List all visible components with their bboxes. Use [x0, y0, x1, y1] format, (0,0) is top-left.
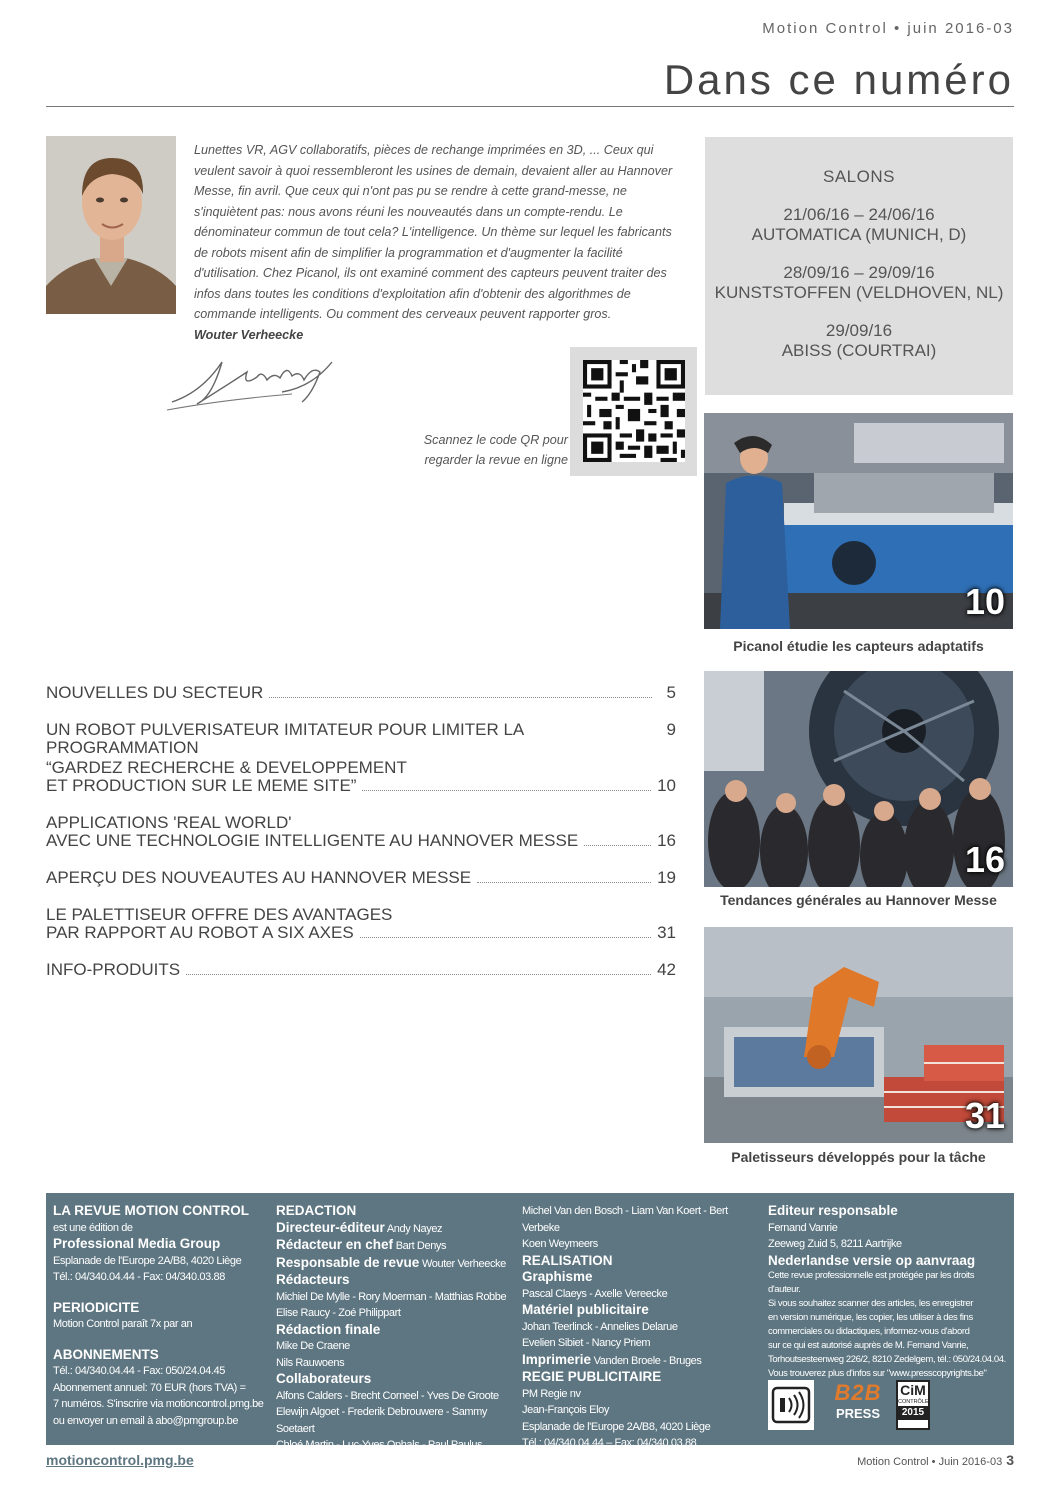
colophon-line: Motion Control paraît 7x par an	[53, 1318, 193, 1330]
colophon-role: Rédaction finale	[276, 1321, 381, 1337]
colophon-line: Mike De Craene	[276, 1340, 350, 1352]
colophon-line: Elewijn Algoet - Frederik Debrouwere - Sammy Soetaert	[276, 1406, 488, 1435]
colophon-line: Zeeweg Zuid 5, 8211 Aartrijke	[768, 1238, 902, 1250]
toc-entry[interactable]	[46, 759, 676, 795]
qr-code[interactable]	[570, 347, 697, 476]
b2b-press-logo	[826, 1380, 890, 1430]
cim-logo	[896, 1380, 930, 1430]
feature-caption: Paletisseurs développés pour la tâche	[731, 1149, 986, 1165]
colophon-role: Directeur-éditeur	[276, 1219, 385, 1235]
toc-entry[interactable]	[46, 961, 676, 979]
salon-dates: 29/09/16	[825, 321, 893, 340]
colophon-heading: REDACTION	[276, 1203, 357, 1218]
toc-page: 9	[666, 720, 676, 739]
toc-page: 10	[657, 776, 676, 795]
colophon-line: Professional Media Group	[53, 1236, 221, 1251]
running-head: Motion Control • juin 2016-03	[762, 20, 1014, 37]
colophon-line: PM Regie nv	[522, 1387, 581, 1400]
qr-caption	[380, 430, 568, 470]
feature-page-number: 31	[964, 1095, 1005, 1136]
colophon-line: Elise Raucy - Zoé Philippart	[276, 1307, 401, 1319]
feature-page-number: 10	[964, 581, 1005, 622]
page-number: 3	[1006, 1452, 1014, 1468]
colophon-legal-line: Si vous souhaitez scanner des articles, les enregistrer	[768, 1298, 974, 1309]
colophon-line: Fernand Vanrie	[768, 1221, 838, 1234]
colophon-line: est une édition de	[53, 1221, 133, 1234]
salons-box	[705, 137, 1013, 395]
toc-entry[interactable]	[46, 684, 676, 702]
editorial-author: Wouter Verheecke	[194, 327, 304, 342]
colophon-line: Jean-François Eloy	[522, 1404, 609, 1416]
colophon-legal-line: Vous trouverez plus d'infos sur "www.presscopyrights.be"	[768, 1368, 987, 1379]
colophon-line: ou envoyer un email à abo@pmgroup.be	[53, 1414, 239, 1427]
toc-entry[interactable]	[46, 906, 676, 942]
salon-event-3	[705, 321, 1013, 361]
toc-title: UN ROBOT PULVERISATEUR IMITATEUR POUR LIMITER LA PROGRAMMATION	[46, 720, 524, 757]
toc-title-line-2: AVEC UNE TECHNOLOGIE INTELLIGENTE AU HANNOVER MESSE	[46, 831, 579, 850]
colophon-col-production	[522, 1203, 762, 1452]
running-foot-text: Motion Control • Juin 2016-03	[857, 1456, 1003, 1468]
colophon-line: Tél.: 04/340.04.44 – Fax: 04/340.03.88	[522, 1437, 697, 1449]
running-foot	[857, 1452, 1014, 1468]
salons-title: SALONS	[823, 167, 895, 186]
toc-page: 16	[657, 831, 676, 850]
colophon-role: Collaborateurs	[276, 1371, 372, 1386]
feature-caption: Picanol étudie les capteurs adaptatifs	[733, 638, 984, 654]
colophon-col-editorial	[276, 1203, 516, 1454]
editorial-body: Lunettes VR, AGV collaboratifs, pièces de rechange imprimées en 3D, ... Ceux qui veulent savoir à quoi ressembleront les usines de demain, devaient aller au Hannover Messe, fin avril. Que ceux qui n'ont pas pu se rendre à cette grand-messe, ne s'inquiètent pas: nous avons réuni les nouveautés dans un compte-rendu. Le dénominateur commun de tout cela? L'intelligence. Un thème sur lequel les fabricants de robots misent afin de simplifier la programmation et d'augmenter la facilité d'utilisation. Chez Picanol, ils ont examiné comment des capteurs peuvent traiter des infos dans toutes les conditions d'exploitation afin d'obtenir des algorithmes de commande intelligents. Ou comment des cerveaux peuvent rapporter gros.	[194, 143, 673, 321]
colophon-heading: ABONNEMENTS	[53, 1346, 159, 1362]
colophon-line: Tél.: 04/340.04.44 - Fax: 050/24.04.45	[53, 1365, 225, 1377]
salon-name: ABISS (COURTRAI)	[781, 341, 937, 360]
cim-logo-year: 2015	[898, 1406, 928, 1420]
toc-page: 42	[657, 960, 676, 979]
colophon-heading: Editeur responsable	[768, 1203, 898, 1218]
colophon-line: Bart Denys	[393, 1240, 447, 1252]
cim-logo-mark: CiM	[900, 1382, 926, 1398]
colophon-line: Abonnement annuel: 70 EUR (hors TVA) =	[53, 1381, 246, 1394]
feature-image-hannover[interactable]	[704, 671, 1013, 887]
colophon-line: Tél.: 04/340.04.44 - Fax: 04/340.03.88	[53, 1271, 225, 1283]
colophon-heading: Nederlandse versie op aanvraag	[768, 1252, 976, 1268]
colophon-heading: LA REVUE MOTION CONTROL	[53, 1203, 249, 1218]
colophon-heading: REGIE PUBLICITAIRE	[522, 1369, 662, 1384]
toc-page: 5	[666, 683, 676, 702]
salon-name: AUTOMATICA (MUNICH, D)	[751, 225, 967, 244]
feature-image-palletiser[interactable]	[704, 927, 1013, 1143]
website-link[interactable]: motioncontrol.pmg.be	[46, 1452, 194, 1468]
colophon-line: Nils Rauwoens	[276, 1356, 345, 1369]
toc-title: APPLICATIONS 'REAL WORLD'	[46, 813, 292, 832]
signature-icon	[162, 342, 342, 422]
salon-dates: 28/09/16 – 29/09/16	[783, 263, 935, 282]
colophon-legal-line: Torhoutsesteenweg 226/2, 8210 Zedelgem, tél.: 050/24.04.04.	[768, 1354, 1006, 1365]
colophon-role: Imprimerie	[522, 1351, 592, 1367]
colophon-role: Rédacteurs	[276, 1272, 350, 1287]
toc-title: INFO-PRODUITS	[46, 960, 181, 979]
feature-page-number: 16	[964, 839, 1005, 880]
toc-title-line-2: ET PRODUCTION SUR LE MEME SITE”	[46, 776, 357, 795]
salon-name: KUNSTSTOFFEN (VELDHOVEN, NL)	[714, 283, 1004, 302]
colophon-line: Wouter Verheecke	[419, 1257, 506, 1270]
colophon-line: Pascal Claeys - Axelle Vereecke	[522, 1287, 668, 1300]
salon-event-2	[705, 263, 1013, 303]
colophon-legal-line: Cette revue professionnelle est protégée par les droits d'auteur.	[768, 1270, 975, 1295]
colophon-legal-line: sur ce qui est autorisé auprès de M. Fernand Vanrie,	[768, 1340, 969, 1351]
toc-page: 31	[657, 923, 676, 942]
colophon-heading: REALISATION	[522, 1252, 613, 1268]
toc-title-line-2: PAR RAPPORT AU ROBOT A SIX AXES	[46, 923, 354, 942]
toc-entry[interactable]	[46, 869, 676, 887]
colophon-legal-line: commerciales ou didactiques, informez-vous d'abord	[768, 1326, 970, 1337]
colophon-line: Alfons Calders - Brecht Corneel - Yves De Groote	[276, 1389, 499, 1402]
toc-title: NOUVELLES DU SECTEUR	[46, 683, 264, 702]
b2b-logo-mark: B2B	[834, 1380, 882, 1405]
colophon-line: Vanden Broele - Bruges	[591, 1354, 702, 1367]
colophon-line: 7 numéros. S'inscrire via motioncontrol.pmg.be	[53, 1398, 264, 1410]
salon-dates: 21/06/16 – 24/06/16	[783, 205, 935, 224]
colophon-line: Koen Weymeers	[522, 1238, 598, 1250]
toc-title: APERÇU DES NOUVEAUTES AU HANNOVER MESSE	[46, 868, 472, 887]
feature-image-picanol[interactable]	[704, 413, 1013, 629]
toc-page: 19	[657, 868, 676, 887]
editorial-text	[194, 140, 682, 345]
press-logo-text: PRESS	[835, 1406, 881, 1421]
colophon-col-legal	[768, 1203, 1008, 1381]
colophon-line: Evelien Sibiet - Nancy Priem	[522, 1337, 651, 1349]
cim-logo-sub: CONTRÔLE	[898, 1399, 929, 1405]
logo-strip	[768, 1380, 986, 1432]
feature-caption: Tendances générales au Hannover Messe	[720, 892, 997, 908]
colophon-line: Esplanade de l'Europe 2A/B8, 4020 Liège	[522, 1420, 711, 1433]
colophon-line: Chloé Martin - Luc-Yves Ophals - Paul Paulus	[276, 1439, 483, 1451]
page-title: Dans ce numéro	[663, 56, 1014, 103]
qr-caption-line-1: Scannez le code QR pour	[423, 433, 568, 447]
colophon-heading: PERIODICITE	[53, 1299, 140, 1315]
colophon-role: Graphisme	[522, 1269, 593, 1284]
qr-code-icon	[583, 360, 685, 462]
colophon-col-publisher	[53, 1203, 268, 1429]
toc-entry[interactable]	[46, 814, 676, 850]
colophon-legal-line: en version numérique, les copier, les utiliser à des fins	[768, 1312, 973, 1323]
colophon-line: Esplanade de l'Europe 2A/B8, 4020 Liège	[53, 1254, 242, 1267]
editor-photo	[46, 136, 176, 314]
colophon-line: Michel Van den Bosch - Liam Van Koert - Bert Verbeke	[522, 1205, 728, 1234]
colophon-line: Michiel De Mylle - Rory Moerman - Matthias Robbe	[276, 1290, 507, 1303]
colophon-role: Rédacteur en chef	[276, 1237, 394, 1252]
header-divider	[46, 106, 1014, 107]
colophon-line: Johan Teerlinck - Annelies Delarue	[522, 1320, 678, 1333]
toc-entry[interactable]	[46, 721, 676, 757]
sound-logo-icon	[768, 1380, 814, 1430]
toc-title: LE PALETTISEUR OFFRE DES AVANTAGES	[46, 905, 393, 924]
salon-event-1	[705, 205, 1013, 245]
qr-caption-line-2: regarder la revue en ligne	[424, 453, 568, 467]
colophon-role: Responsable de revue	[276, 1254, 420, 1270]
colophon-role: Matériel publicitaire	[522, 1302, 649, 1317]
toc-title: “GARDEZ RECHERCHE & DEVELOPPEMENT	[46, 758, 407, 777]
colophon-line: Andy Nayez	[384, 1222, 443, 1235]
